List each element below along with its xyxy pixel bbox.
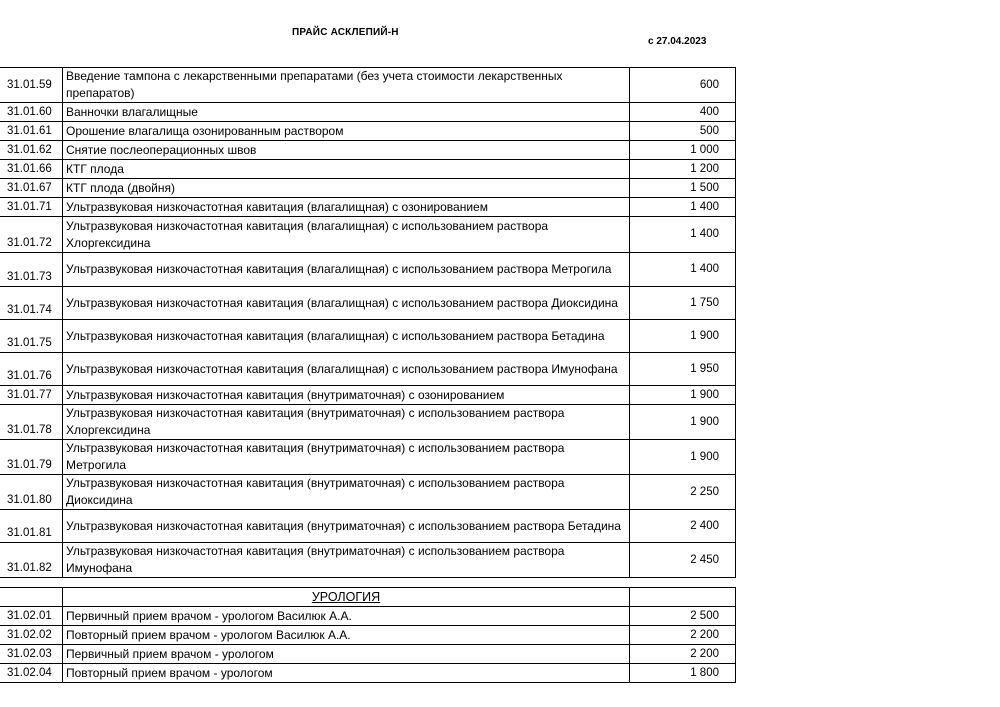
service-price: 1 000 [630,141,736,160]
service-name: Ультразвуковая низкочастотная кавитация (влагалищная) с использованием раствора Метрогила [63,253,630,287]
table-row [0,320,736,353]
table-row [0,353,736,386]
gynecology-price-table [0,67,736,578]
service-price: 2 450 [630,543,736,578]
section-title: УРОЛОГИЯ [63,588,630,607]
service-code: 31.01.81 [0,510,63,543]
service-code: 31.02.01 [0,607,63,626]
service-price: 2 200 [630,645,736,664]
service-code: 31.01.73 [0,253,63,287]
service-name: Ультразвуковая низкочастотная кавитация (влагалищная) с использованием раствора Диоксидина [63,287,630,320]
service-price: 2 400 [630,510,736,543]
service-code: 31.01.66 [0,160,63,179]
section-header-empty-code [0,588,63,607]
table-row [0,253,736,287]
service-code: 31.02.03 [0,645,63,664]
service-code: 31.01.72 [0,217,63,253]
service-price: 1 800 [630,664,736,683]
service-name: Ультразвуковая низкочастотная кавитация (влагалищная) с использованием раствора Бетадина [63,320,630,353]
service-price: 1 900 [630,440,736,475]
service-name: Ультразвуковая низкочастотная кавитация (внутриматочная) с озонированием [63,386,630,405]
service-price: 1 750 [630,287,736,320]
table-row [0,405,736,440]
table-row [0,68,736,103]
table-row [0,440,736,475]
service-name: Введение тампона с лекарственными препаратами (без учета стоимости лекарственных препаратов) [63,68,630,103]
service-code: 31.02.02 [0,626,63,645]
service-price: 2 250 [630,475,736,510]
section-header-empty-price [630,588,736,607]
table-row [0,103,736,122]
service-price: 1 900 [630,386,736,405]
service-code: 31.01.82 [0,543,63,578]
service-name: Первичный прием врачом - урологом Василюк А.А. [63,607,630,626]
service-name: Ультразвуковая низкочастотная кавитация (внутриматочная) с использованием раствора Бетадина [63,510,630,543]
service-code: 31.02.04 [0,664,63,683]
table-row [0,179,736,198]
table-row [0,160,736,179]
table-row [0,386,736,405]
effective-date: с 27.04.2023 [648,36,707,47]
service-name: Ультразвуковая низкочастотная кавитация (внутриматочная) с использованием раствора Хлоргексидина [63,405,630,440]
service-price: 1 200 [630,160,736,179]
table-row [0,287,736,320]
service-name: Снятие послеоперационных швов [63,141,630,160]
service-price: 1 950 [630,353,736,386]
service-price: 1 500 [630,179,736,198]
urology-price-table [0,587,736,683]
service-name: Орошение влагалища озонированным раствором [63,122,630,141]
service-code: 31.01.60 [0,103,63,122]
table-row [0,543,736,578]
table-row [0,141,736,160]
table-row [0,122,736,141]
table-row [0,217,736,253]
service-price: 2 500 [630,607,736,626]
service-price: 1 400 [630,198,736,217]
service-code: 31.01.77 [0,386,63,405]
service-code: 31.01.62 [0,141,63,160]
service-price: 400 [630,103,736,122]
table-row [0,198,736,217]
service-name: Повторный прием врачом - урологом Василюк А.А. [63,626,630,645]
service-name: КТГ плода (двойня) [63,179,630,198]
service-code: 31.01.76 [0,353,63,386]
table-row [0,475,736,510]
service-name: Ультразвуковая низкочастотная кавитация (влагалищная) с озонированием [63,198,630,217]
service-name: Ультразвуковая низкочастотная кавитация (влагалищная) с использованием раствора Имунофана [63,353,630,386]
service-price: 500 [630,122,736,141]
service-price: 1 900 [630,405,736,440]
table-row [0,664,736,683]
service-name: Первичный прием врачом - урологом [63,645,630,664]
service-name: Ванночки влагалищные [63,103,630,122]
price-list-title: ПРАЙС АСКЛЕПИЙ-Н [292,27,399,38]
service-price: 1 900 [630,320,736,353]
service-name: КТГ плода [63,160,630,179]
service-code: 31.01.71 [0,198,63,217]
table-row [0,645,736,664]
service-code: 31.01.79 [0,440,63,475]
service-price: 2 200 [630,626,736,645]
table-row [0,626,736,645]
table-row [0,510,736,543]
service-name: Повторный прием врачом - урологом [63,664,630,683]
service-name: Ультразвуковая низкочастотная кавитация (внутриматочная) с использованием раствора Диоксидина [63,475,630,510]
service-code: 31.01.80 [0,475,63,510]
section-header-row [0,588,736,607]
service-code: 31.01.61 [0,122,63,141]
service-price: 1 400 [630,253,736,287]
service-code: 31.01.75 [0,320,63,353]
service-code: 31.01.74 [0,287,63,320]
service-price: 600 [630,68,736,103]
service-code: 31.01.78 [0,405,63,440]
table-row [0,607,736,626]
service-name: Ультразвуковая низкочастотная кавитация (влагалищная) с использованием раствора Хлоргексидина [63,217,630,253]
service-code: 31.01.59 [0,68,63,103]
service-code: 31.01.67 [0,179,63,198]
service-name: Ультразвуковая низкочастотная кавитация (внутриматочная) с использованием раствора Метрогила [63,440,630,475]
service-name: Ультразвуковая низкочастотная кавитация (внутриматочная) с использованием раствора Имунофана [63,543,630,578]
service-price: 1 400 [630,217,736,253]
